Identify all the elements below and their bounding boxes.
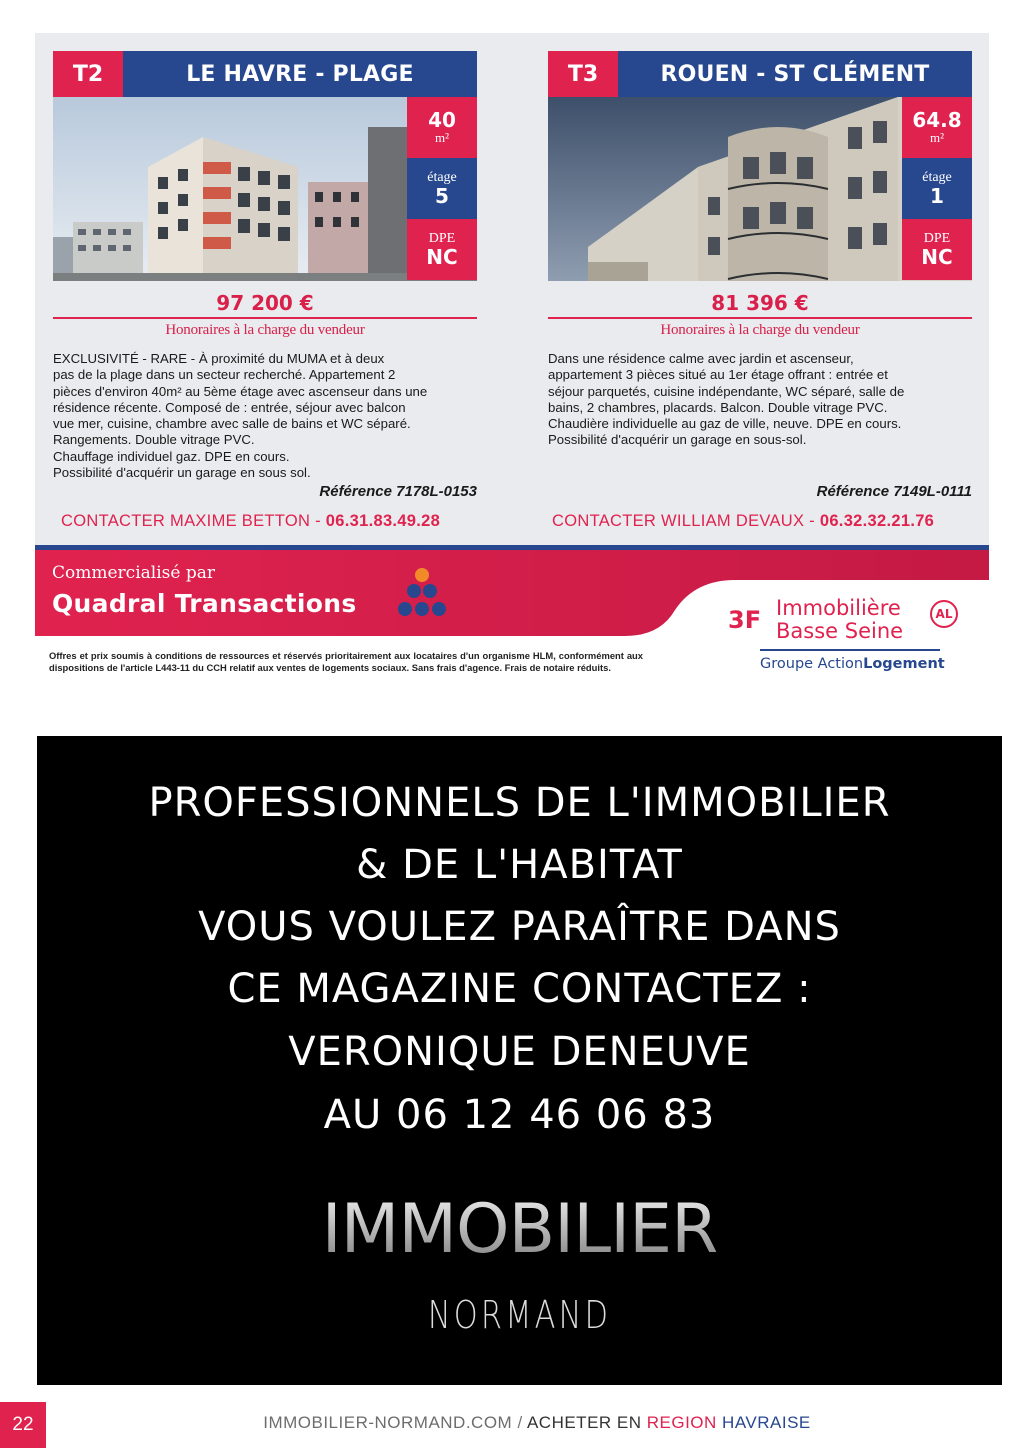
- logo-prefix: 3F: [728, 606, 762, 634]
- logo-divider: [760, 649, 940, 651]
- listing-header: [53, 51, 477, 97]
- footer-separator: /: [512, 1413, 527, 1432]
- group-bold: Logement: [863, 656, 945, 672]
- floor-value: 1: [930, 184, 944, 209]
- area-stat: [407, 97, 477, 158]
- listing-price: 81 396 €: [711, 291, 809, 315]
- footer-site-link[interactable]: IMMOBILIER-NORMAND.COM: [263, 1413, 513, 1432]
- listing-description: Dans une résidence calme avec jardin et ascenseur, appartement 3 pièces situé au 1er étage offrant : entrée et séjour parquetés, cuisine indépendante, WC séparé, salle de bains, 2 chambres, placards. Balcon. Double vitrage PVC. Chaudière individuelle au gaz de ville, neuve. DPE en cours. Possibilité d'acquérir un garage en sous-sol.: [548, 351, 905, 448]
- floor-label: étage: [427, 169, 457, 185]
- legal-disclaimer: Offres et prix soumis à conditions de ressources et réservés prioritairement aux locataires d'un organisme HLM, conformément aux dispositions de l'article L443-11 du CCH relatif aux ventes de logements sociaux. Sans frais d'agence. Frais de notaire réduits.: [49, 650, 643, 673]
- ad-line-4: CE MAGAZINE CONTACTEZ :: [227, 966, 812, 1012]
- listing-photo: [548, 97, 972, 281]
- footer-middle: ACHETER EN: [526, 1413, 647, 1432]
- listing-card-le-havre: [53, 51, 477, 530]
- immobiliere-basse-seine-logo: [728, 596, 960, 680]
- ad-line-3: VOUS VOULEZ PARAÎTRE DANS: [198, 904, 841, 950]
- listing-reference: Référence 7178L-0153: [319, 483, 477, 500]
- footer-city: HAVRAISE: [722, 1413, 811, 1432]
- divider: [53, 317, 477, 319]
- ad-line-1: PROFESSIONNELS DE L'IMMOBILIER: [148, 780, 891, 826]
- normand-brand-logo: NORMAND: [427, 1293, 612, 1337]
- footer-region: REGION: [646, 1413, 723, 1432]
- listing-type: T3: [548, 51, 618, 97]
- area-unit: m²: [434, 130, 449, 146]
- listing-stats: [902, 97, 972, 281]
- contact-label: CONTACTER MAXIME BETTON -: [61, 512, 326, 530]
- logo-line-2: Basse Seine: [776, 619, 904, 643]
- agency-name: Quadral Transactions: [52, 589, 357, 618]
- floor-label: étage: [922, 169, 952, 185]
- area-unit: m²: [929, 130, 944, 146]
- listing-title: ROUEN - ST CLÉMENT: [618, 51, 972, 97]
- listing-description: EXCLUSIVITÉ - RARE - À proximité du MUMA et à deux pas de la plage dans un secteur recherché. Appartement 2 pièces d'environ 40m² au 5ème étage avec ascenseur dans une résidence récente. Composé de : entrée, séjour avec balcon vue mer, cuisine, chambre avec salle de bains et WC séparé. Rangements. Double vitrage PVC. Chauffage individuel gaz. DPE en cours. Possibilité d'acquérir un garage en sous sol.: [53, 351, 428, 481]
- listing-title: LE HAVRE - PLAGE: [123, 51, 477, 97]
- page-number: 22: [0, 1402, 46, 1448]
- action-logement-badge-icon: AL: [930, 600, 958, 628]
- dpe-label: DPE: [428, 230, 456, 246]
- logo-group: [760, 656, 945, 672]
- listing-header: [548, 51, 972, 97]
- listing-fees: Honoraires à la charge du vendeur: [165, 322, 365, 338]
- listing-type: T2: [53, 51, 123, 97]
- dpe-label: DPE: [923, 230, 951, 246]
- listing-fees: Honoraires à la charge du vendeur: [660, 322, 860, 338]
- listing-contact: [552, 512, 934, 531]
- listing-photo: [53, 97, 477, 281]
- floor-value: 5: [435, 184, 449, 209]
- floor-stat: [407, 158, 477, 219]
- listing-reference: Référence 7149L-0111: [816, 483, 972, 500]
- listing-contact: [61, 512, 440, 531]
- contact-label: CONTACTER WILLIAM DEVAUX -: [552, 512, 820, 530]
- listing-stats: [407, 97, 477, 281]
- ad-line-5: VERONIQUE DENEUVE: [288, 1029, 751, 1075]
- listing-price: 97 200 €: [216, 291, 314, 315]
- footer-text: [0, 1413, 1024, 1433]
- area-stat: [902, 97, 972, 158]
- dpe-stat: [407, 219, 477, 280]
- area-value: 64.8: [912, 108, 962, 133]
- group-prefix: Groupe Action: [760, 656, 864, 672]
- dpe-value: NC: [426, 245, 458, 270]
- ad-line-6: AU 06 12 46 06 83: [323, 1092, 716, 1138]
- contact-phone-link[interactable]: 06.31.83.49.28: [325, 512, 441, 530]
- area-value: 40: [428, 108, 456, 133]
- listing-card-rouen: [548, 51, 972, 530]
- quadral-logo-icon: [394, 566, 450, 620]
- dpe-value: NC: [921, 245, 953, 270]
- contact-phone-link[interactable]: 06.32.32.21.76: [819, 512, 935, 530]
- dpe-stat: [902, 219, 972, 280]
- logo-line-1: Immobilière: [776, 596, 901, 620]
- advertising-box: [37, 736, 1002, 1385]
- ad-line-2: & DE L'HABITAT: [356, 842, 683, 888]
- commercialised-label: Commercialisé par: [52, 563, 215, 583]
- immobilier-brand-logo: IMMOBILIER: [37, 1190, 1002, 1269]
- divider: [548, 317, 972, 319]
- floor-stat: [902, 158, 972, 219]
